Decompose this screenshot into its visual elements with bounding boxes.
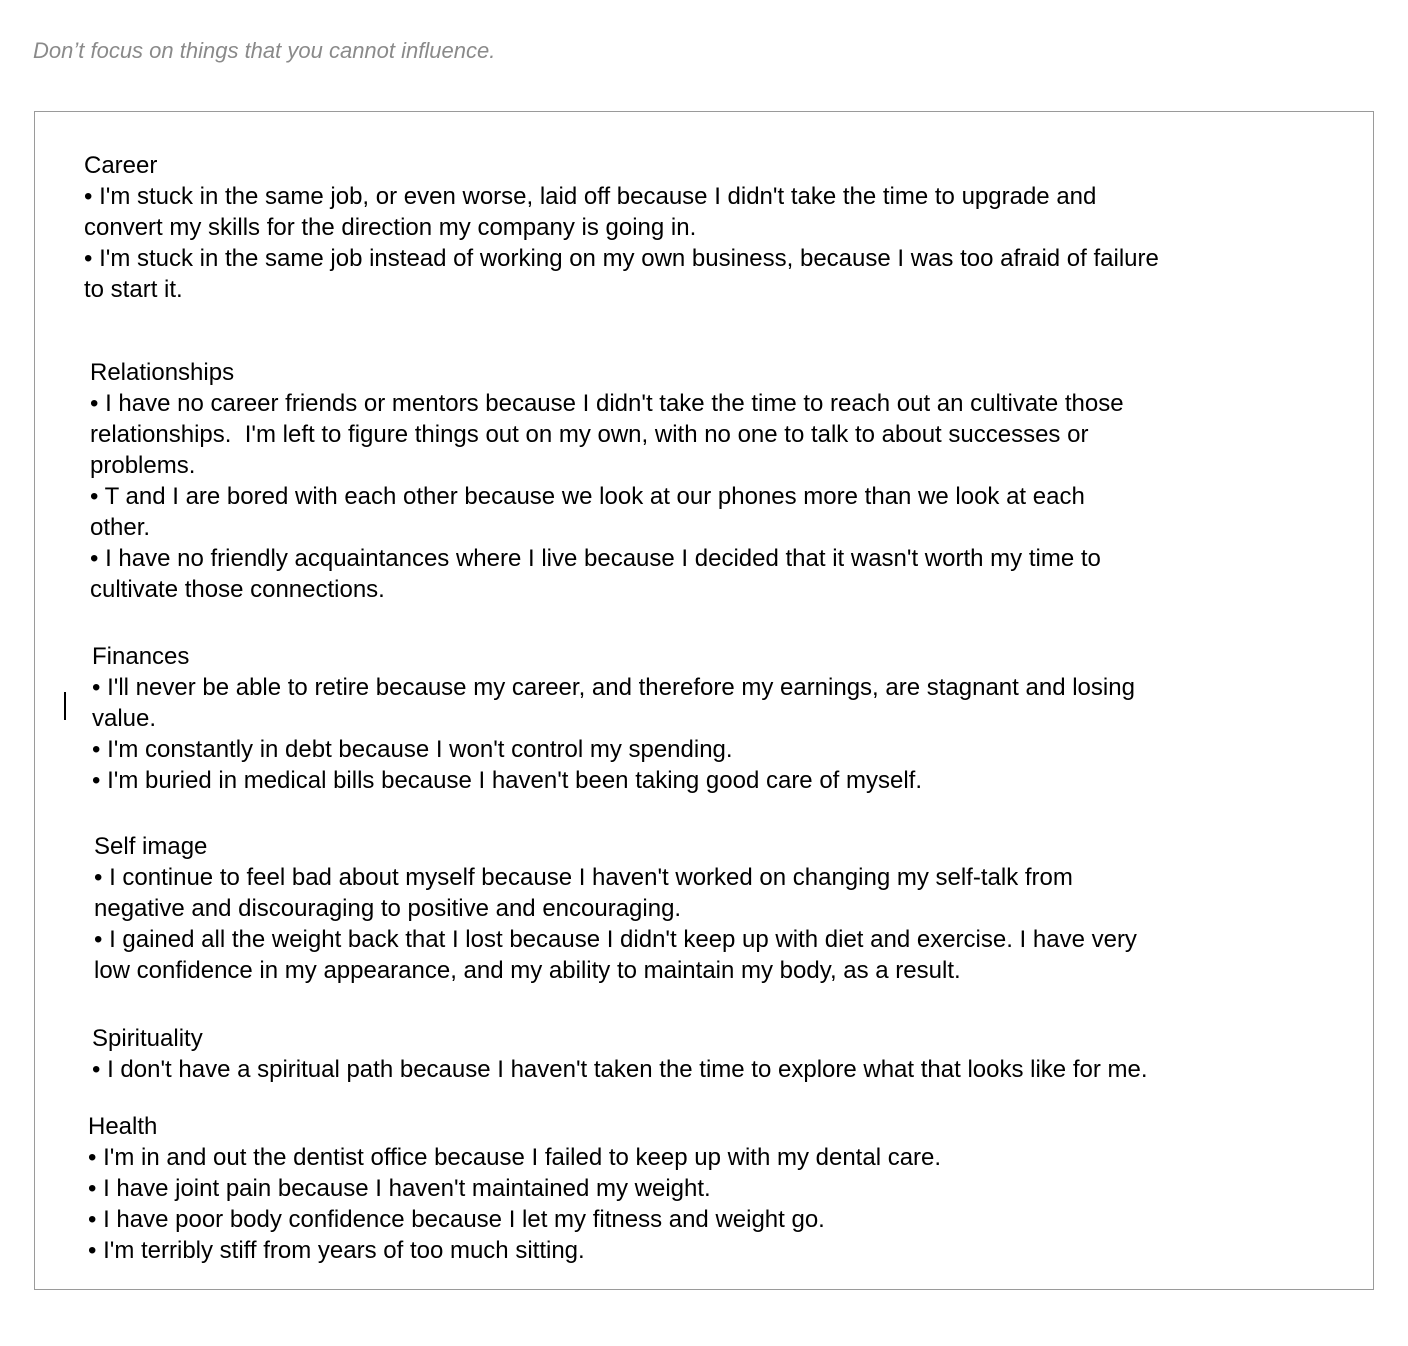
section-line: convert my skills for the direction my company is going in. — [84, 214, 697, 241]
section-line: to start it. — [84, 276, 183, 303]
section-line: problems. — [90, 452, 196, 479]
section-line: • I have no career friends or mentors because I didn't take the time to reach out an cultivate those — [90, 390, 1124, 417]
section-line: • I'll never be able to retire because my career, and therefore my earnings, are stagnant and losing — [92, 674, 1135, 701]
section-title: Finances — [92, 643, 190, 670]
section-line: • I'm stuck in the same job instead of working on my own business, because I was too afraid of failure — [84, 245, 1159, 272]
section-line: • T and I are bored with each other because we look at our phones more than we look at each — [90, 483, 1085, 510]
section-line: • I have poor body confidence because I let my fitness and weight go. — [88, 1206, 825, 1233]
section-title: Relationships — [90, 359, 235, 386]
section-line: relationships. I'm left to figure things out on my own, with no one to talk to about successes or — [90, 421, 1089, 448]
section-title: Self image — [94, 833, 208, 860]
section-line: • I have no friendly acquaintances where I live because I decided that it wasn't worth my time to — [90, 545, 1101, 572]
section-line: • I'm in and out the dentist office because I failed to keep up with my dental care. — [88, 1144, 942, 1171]
prompt-text: Don’t focus on things that you cannot influence. — [33, 38, 496, 63]
section-line: • I'm stuck in the same job, or even worse, laid off because I didn't take the time to upgrade and — [84, 183, 1097, 210]
section-line: • I don't have a spiritual path because I haven't taken the time to explore what that looks like for me. — [92, 1056, 1148, 1083]
section-line: • I'm buried in medical bills because I haven't been taking good care of myself. — [92, 767, 923, 794]
section-line: • I'm constantly in debt because I won't control my spending. — [92, 736, 733, 763]
section-title: Health — [88, 1113, 158, 1140]
section-health — [88, 1111, 941, 1266]
section-line: • I have joint pain because I haven't maintained my weight. — [88, 1175, 711, 1202]
section-line: cultivate those connections. — [90, 576, 385, 603]
section-line: • I continue to feel bad about myself because I haven't worked on changing my self-talk from — [94, 864, 1073, 891]
text-cursor — [64, 692, 66, 720]
section-career — [84, 150, 1159, 305]
section-self-image — [94, 831, 1137, 986]
section-line: other. — [90, 514, 151, 541]
section-line: low confidence in my appearance, and my ability to maintain my body, as a result. — [94, 957, 961, 984]
section-relationships — [90, 357, 1124, 605]
section-finances — [92, 641, 1135, 796]
section-line: value. — [92, 705, 157, 732]
section-title: Career — [84, 152, 158, 179]
section-line: • I'm terribly stiff from years of too much sitting. — [88, 1237, 585, 1264]
section-line: negative and discouraging to positive and encouraging. — [94, 895, 682, 922]
section-spirituality — [92, 1023, 1148, 1085]
section-title: Spirituality — [92, 1025, 203, 1052]
section-line: • I gained all the weight back that I lost because I didn't keep up with diet and exercise. I have very — [94, 926, 1137, 953]
